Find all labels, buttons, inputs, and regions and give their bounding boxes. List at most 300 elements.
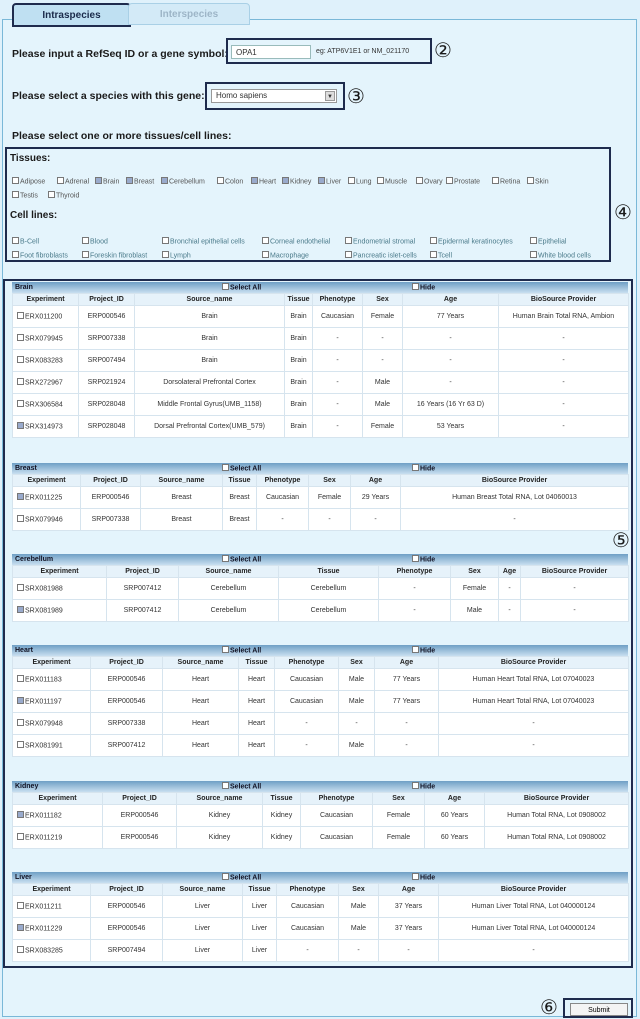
tissue-checkbox[interactable] — [416, 178, 443, 185]
table-cell: - — [339, 940, 379, 962]
cell-line-label: Epidermal keratinocytes — [438, 238, 513, 246]
checkbox-icon[interactable] — [282, 177, 289, 184]
table-cell: Male — [363, 372, 403, 394]
checkbox-icon[interactable] — [318, 177, 325, 184]
table-cell: Brain — [285, 372, 313, 394]
table-cell: SRP007338 — [81, 509, 141, 531]
species-label: Please select a species with this gene: — [12, 90, 205, 102]
select-all-label: Select All — [230, 284, 262, 292]
checkbox-icon[interactable] — [217, 177, 224, 184]
experiment-id: SRX079945 — [25, 335, 63, 343]
tab-interspecies[interactable]: Interspecies — [128, 3, 250, 25]
tissue-label: Adrenal — [65, 178, 90, 186]
select-all-checkbox[interactable] — [222, 647, 261, 654]
column-header: Age — [379, 884, 439, 896]
column-header: Phenotype — [277, 884, 339, 896]
table-cell: Brain — [285, 306, 313, 328]
checkbox-icon[interactable] — [95, 177, 102, 184]
column-header: Age — [425, 793, 485, 805]
table-cell: Brain — [135, 306, 285, 328]
checkbox-icon[interactable] — [530, 237, 537, 244]
select-all-label: Select All — [230, 556, 262, 564]
column-header: Tissue — [243, 884, 277, 896]
table-row — [13, 918, 629, 940]
table-cell: - — [313, 394, 363, 416]
column-header: Tissue — [285, 294, 313, 306]
table-cell: SRP007412 — [107, 578, 179, 600]
experiment-id: ERX011200 — [25, 313, 63, 321]
table-cell: Dorsal Prefrontal Cortex(UMB_579) — [135, 416, 285, 438]
experiment-id: ERX011219 — [25, 834, 63, 842]
tissue-checkbox[interactable] — [282, 178, 311, 185]
experiment-id: SRX079946 — [25, 516, 63, 524]
checkbox-icon[interactable] — [12, 191, 19, 198]
table-cell: - — [375, 735, 439, 757]
column-header: Phenotype — [301, 793, 373, 805]
checkbox-icon[interactable] — [412, 873, 419, 880]
table-cell — [13, 600, 107, 622]
experiment-id: ERX011182 — [25, 812, 62, 820]
table-cell: - — [403, 350, 499, 372]
checkbox-icon[interactable] — [17, 902, 24, 909]
checkbox-icon[interactable] — [12, 251, 19, 258]
table-cell: - — [313, 350, 363, 372]
chevron-down-icon[interactable]: ▼ — [325, 91, 335, 101]
checkbox-icon[interactable] — [17, 584, 24, 591]
table-cell: Heart — [163, 735, 239, 757]
cell-line-checkbox[interactable] — [430, 238, 513, 245]
table-cell: Heart — [239, 735, 275, 757]
table-row — [13, 487, 629, 509]
checkbox-icon[interactable] — [82, 237, 89, 244]
table-header-row — [13, 475, 629, 487]
column-header: Tissue — [239, 657, 275, 669]
table-cell — [13, 394, 79, 416]
table-cell — [13, 509, 81, 531]
table-cell: SRP007338 — [91, 713, 163, 735]
column-header: Source_name — [163, 884, 243, 896]
table-cell: - — [313, 372, 363, 394]
checkbox-icon[interactable] — [446, 177, 453, 184]
column-header: BioSource Provider — [439, 657, 629, 669]
checkbox-icon[interactable] — [17, 515, 24, 522]
experiment-id: SRX083285 — [25, 947, 63, 955]
checkbox-icon[interactable] — [251, 177, 258, 184]
checkbox-icon[interactable] — [345, 251, 352, 258]
checkbox-icon[interactable] — [17, 741, 24, 748]
table-cell: Liver — [163, 918, 243, 940]
table-cell: - — [277, 940, 339, 962]
section-heart — [12, 645, 628, 757]
select-all-label: Select All — [230, 465, 262, 473]
column-header: Age — [375, 657, 439, 669]
cell-line-checkbox[interactable] — [12, 238, 39, 245]
checkbox-icon[interactable] — [17, 400, 24, 407]
checkbox-icon[interactable] — [48, 191, 55, 198]
checkbox-icon[interactable] — [162, 237, 169, 244]
cell-line-checkbox[interactable] — [262, 238, 330, 245]
hide-label: Hide — [420, 465, 436, 473]
table-cell: Caucasian — [275, 691, 339, 713]
table-cell: Human Total RNA, Lot 0908002 — [485, 805, 629, 827]
checkbox-icon[interactable] — [222, 782, 229, 789]
section-kidney — [12, 781, 628, 849]
checkbox-icon[interactable] — [222, 555, 229, 562]
table-header-row — [13, 793, 629, 805]
cell-line-label: Endometrial stromal — [353, 238, 416, 246]
column-header: Source_name — [179, 566, 279, 578]
cell-line-checkbox[interactable] — [12, 252, 68, 259]
table-cell — [13, 691, 91, 713]
experiment-id: SRX081988 — [25, 585, 63, 593]
tissue-checkbox[interactable] — [492, 178, 520, 185]
table-cell: 37 Years — [379, 896, 439, 918]
column-header: Phenotype — [257, 475, 309, 487]
column-header: Source_name — [177, 793, 263, 805]
tissue-checkbox[interactable] — [348, 178, 372, 185]
table-cell: ERP000546 — [103, 805, 177, 827]
table-cell — [13, 940, 91, 962]
table-cell: 77 Years — [375, 669, 439, 691]
results-table — [12, 565, 629, 622]
table-row — [13, 691, 629, 713]
table-cell: 16 Years (16 Yr 63 D) — [403, 394, 499, 416]
table-cell: - — [499, 416, 629, 438]
tissue-label: Cerebellum — [169, 178, 205, 186]
hide-checkbox[interactable] — [412, 556, 435, 563]
table-cell: Caucasian — [275, 669, 339, 691]
checkbox-icon[interactable] — [262, 237, 269, 244]
table-cell: 60 Years — [425, 805, 485, 827]
tissues-title: Tissues: — [10, 153, 51, 164]
tissue-checkbox[interactable] — [95, 178, 119, 185]
checkbox-icon[interactable] — [345, 237, 352, 244]
table-cell: Brain — [285, 416, 313, 438]
column-header: Experiment — [13, 294, 79, 306]
cell-line-checkbox[interactable] — [82, 252, 147, 259]
table-cell: Caucasian — [277, 896, 339, 918]
table-cell: Caucasian — [277, 918, 339, 940]
column-header: Sex — [373, 793, 425, 805]
section-title: Heart — [15, 647, 33, 654]
checkbox-icon[interactable] — [17, 946, 24, 953]
experiment-id: SRX083283 — [25, 357, 63, 365]
checkbox-icon[interactable] — [412, 646, 419, 653]
cell-line-label: Foot fibroblasts — [20, 252, 68, 260]
table-cell: Male — [339, 896, 379, 918]
checkbox-icon[interactable] — [17, 422, 24, 429]
table-cell: Breast — [223, 509, 257, 531]
tissue-label: Breast — [134, 178, 155, 186]
select-all-label: Select All — [230, 874, 262, 882]
hide-checkbox[interactable] — [412, 465, 435, 472]
checkbox-icon[interactable] — [17, 378, 24, 385]
table-cell: - — [403, 372, 499, 394]
table-row — [13, 509, 629, 531]
table-cell: Breast — [141, 487, 223, 509]
cell-line-checkbox[interactable] — [162, 252, 191, 259]
table-cell: Middle Frontal Gyrus(UMB_1158) — [135, 394, 285, 416]
table-cell — [13, 896, 91, 918]
gene-label: Please input a RefSeq ID or a gene symbol: — [12, 48, 228, 60]
table-cell: Male — [451, 600, 499, 622]
tissue-checkbox[interactable] — [446, 178, 480, 185]
table-cell — [13, 713, 91, 735]
table-cell: - — [499, 350, 629, 372]
table-cell: Human Liver Total RNA, Lot 040000124 — [439, 896, 629, 918]
tissue-checkbox[interactable] — [217, 178, 243, 185]
section-breast — [12, 463, 628, 531]
checkbox-icon[interactable] — [17, 675, 24, 682]
cell-line-checkbox[interactable] — [345, 252, 417, 259]
column-header: Tissue — [279, 566, 379, 578]
table-cell: ERP000546 — [81, 487, 141, 509]
submit-button[interactable]: Submit — [570, 1003, 628, 1016]
cell-lines-title: Cell lines: — [10, 210, 58, 221]
checkbox-icon[interactable] — [222, 873, 229, 880]
checkbox-icon[interactable] — [17, 924, 24, 931]
table-cell: ERP000546 — [103, 827, 177, 849]
column-header: Source_name — [135, 294, 285, 306]
table-cell: Brain — [285, 394, 313, 416]
experiment-id: SRX079948 — [25, 720, 63, 728]
table-cell: ERP000546 — [79, 306, 135, 328]
table-cell: - — [363, 350, 403, 372]
cell-line-checkbox[interactable] — [530, 238, 566, 245]
column-header: Phenotype — [313, 294, 363, 306]
column-header: Project_ID — [103, 793, 177, 805]
column-header: Source_name — [163, 657, 239, 669]
table-header-row — [13, 657, 629, 669]
gene-input[interactable]: OPA1 — [231, 45, 311, 59]
table-cell: Female — [451, 578, 499, 600]
checkbox-icon[interactable] — [17, 697, 24, 704]
column-header: BioSource Provider — [439, 884, 629, 896]
checkbox-icon[interactable] — [17, 312, 24, 319]
checkbox-icon[interactable] — [57, 177, 64, 184]
tab-intraspecies[interactable]: Intraspecies — [12, 3, 131, 27]
table-cell: Heart — [239, 691, 275, 713]
table-cell — [13, 827, 103, 849]
checkbox-icon[interactable] — [17, 833, 24, 840]
column-header: Project_ID — [107, 566, 179, 578]
checkbox-icon[interactable] — [12, 177, 19, 184]
checkbox-icon[interactable] — [12, 237, 19, 244]
table-cell: Male — [363, 394, 403, 416]
column-header: Sex — [451, 566, 499, 578]
table-cell: - — [439, 735, 629, 757]
hide-label: Hide — [420, 284, 436, 292]
table-cell: Caucasian — [257, 487, 309, 509]
species-select[interactable] — [211, 89, 337, 103]
checkbox-icon[interactable] — [162, 251, 169, 258]
checkbox-icon[interactable] — [17, 356, 24, 363]
tissue-label: Liver — [326, 178, 342, 186]
table-cell: - — [499, 372, 629, 394]
checkbox-icon[interactable] — [430, 251, 437, 258]
table-cell: Heart — [163, 713, 239, 735]
table-cell: - — [313, 328, 363, 350]
section-brain — [12, 282, 628, 438]
species-value: Homo sapiens — [216, 91, 268, 100]
cell-line-checkbox[interactable] — [345, 238, 415, 245]
table-cell: Brain — [285, 328, 313, 350]
tissue-checkbox[interactable] — [161, 178, 205, 185]
table-cell: 77 Years — [403, 306, 499, 328]
experiment-id: SRX314973 — [25, 423, 63, 431]
results-table — [12, 474, 629, 531]
table-cell — [13, 669, 91, 691]
column-header: Age — [403, 294, 499, 306]
checkbox-icon[interactable] — [527, 177, 534, 184]
column-header: Phenotype — [275, 657, 339, 669]
table-cell: SRP028048 — [79, 416, 135, 438]
table-row — [13, 896, 629, 918]
experiment-id: ERX011211 — [25, 903, 62, 911]
hide-checkbox[interactable] — [412, 647, 435, 654]
cell-line-checkbox[interactable] — [162, 238, 245, 245]
table-cell: SRP007412 — [107, 600, 179, 622]
table-row — [13, 328, 629, 350]
experiment-id: ERX011225 — [25, 494, 63, 502]
table-cell: ERP000546 — [91, 669, 163, 691]
table-cell: SRP028048 — [79, 394, 135, 416]
cell-line-label: B-Cell — [20, 238, 40, 246]
section-title: Brain — [15, 284, 33, 291]
checkbox-icon[interactable] — [377, 177, 384, 184]
table-header-row — [13, 566, 629, 578]
table-cell: Heart — [163, 669, 239, 691]
table-cell: Brain — [135, 350, 285, 372]
cell-line-checkbox[interactable] — [530, 252, 591, 259]
section-header — [12, 554, 628, 565]
tissue-label: Ovary — [424, 178, 443, 186]
checkbox-icon[interactable] — [262, 251, 269, 258]
table-cell: SRP007494 — [79, 350, 135, 372]
table-cell: Kidney — [263, 827, 301, 849]
table-cell: SRP007494 — [91, 940, 163, 962]
table-cell: 60 Years — [425, 827, 485, 849]
experiment-id: SRX081991 — [25, 742, 63, 750]
hide-checkbox[interactable] — [412, 783, 435, 790]
tissue-checkbox[interactable] — [48, 192, 79, 199]
table-cell: - — [379, 600, 451, 622]
table-cell: Kidney — [177, 805, 263, 827]
table-row — [13, 416, 629, 438]
column-header: Project_ID — [91, 657, 163, 669]
table-cell: Cerebellum — [279, 600, 379, 622]
column-header: Experiment — [13, 657, 91, 669]
checkbox-icon[interactable] — [416, 177, 423, 184]
tissue-label: Muscle — [385, 178, 408, 186]
column-header: Experiment — [13, 884, 91, 896]
table-row — [13, 394, 629, 416]
table-cell — [13, 735, 91, 757]
checkbox-icon[interactable] — [412, 782, 419, 789]
section-cerebellum — [12, 554, 628, 622]
table-cell: - — [499, 394, 629, 416]
select-all-checkbox[interactable] — [222, 465, 261, 472]
cell-line-checkbox[interactable] — [262, 252, 309, 259]
table-row — [13, 940, 629, 962]
cell-line-label: Bronchial epithelial cells — [170, 238, 245, 246]
table-cell: Dorsolateral Prefrontal Cortex — [135, 372, 285, 394]
table-header-row — [13, 884, 629, 896]
select-all-checkbox[interactable] — [222, 284, 261, 291]
checkbox-icon[interactable] — [492, 177, 499, 184]
table-row — [13, 805, 629, 827]
checkbox-icon[interactable] — [17, 719, 24, 726]
section-liver — [12, 872, 628, 962]
checkbox-icon[interactable] — [17, 606, 24, 613]
tissue-prompt: Please select one or more tissues/cell lines: — [12, 130, 232, 142]
table-cell: SRP021924 — [79, 372, 135, 394]
checkbox-icon[interactable] — [126, 177, 133, 184]
checkbox-icon[interactable] — [17, 811, 24, 818]
checkbox-icon[interactable] — [161, 177, 168, 184]
table-cell: - — [275, 713, 339, 735]
checkbox-icon[interactable] — [17, 334, 24, 341]
checkbox-icon[interactable] — [17, 493, 24, 500]
tissue-checkbox[interactable] — [12, 192, 38, 199]
experiment-id: SRX306584 — [25, 401, 63, 409]
table-row — [13, 827, 629, 849]
tissue-label: Adipose — [20, 178, 46, 186]
hide-checkbox[interactable] — [412, 874, 435, 881]
select-all-checkbox[interactable] — [222, 874, 261, 881]
tissue-checkbox[interactable] — [318, 178, 341, 185]
checkbox-icon[interactable] — [222, 464, 229, 471]
checkbox-icon[interactable] — [430, 237, 437, 244]
checkbox-icon[interactable] — [412, 283, 419, 290]
cell-line-checkbox[interactable] — [430, 252, 452, 259]
column-header: Phenotype — [379, 566, 451, 578]
table-cell: Human Liver Total RNA, Lot 040000124 — [439, 918, 629, 940]
checkbox-icon[interactable] — [530, 251, 537, 258]
column-header: Sex — [309, 475, 351, 487]
tissue-checkbox[interactable] — [251, 178, 276, 185]
tissue-checkbox[interactable] — [377, 178, 407, 185]
table-cell: Breast — [223, 487, 257, 509]
table-row — [13, 578, 629, 600]
checkbox-icon[interactable] — [222, 283, 229, 290]
tissue-label: Skin — [535, 178, 549, 186]
table-cell: Male — [339, 918, 379, 940]
marker-2: ② — [434, 38, 452, 62]
column-header: BioSource Provider — [499, 294, 629, 306]
checkbox-icon[interactable] — [412, 555, 419, 562]
tissue-checkbox[interactable] — [12, 178, 45, 185]
checkbox-icon[interactable] — [82, 251, 89, 258]
checkbox-icon[interactable] — [412, 464, 419, 471]
select-all-checkbox[interactable] — [222, 783, 261, 790]
table-cell: ERP000546 — [91, 691, 163, 713]
table-cell: Human Heart Total RNA, Lot 07040023 — [439, 669, 629, 691]
section-header — [12, 463, 628, 474]
tissue-checkbox[interactable] — [126, 178, 154, 185]
cell-line-checkbox[interactable] — [82, 238, 108, 245]
table-cell — [13, 918, 91, 940]
checkbox-icon[interactable] — [222, 646, 229, 653]
select-all-label: Select All — [230, 783, 262, 791]
tissue-checkbox[interactable] — [57, 178, 89, 185]
checkbox-icon[interactable] — [348, 177, 355, 184]
select-all-checkbox[interactable] — [222, 556, 261, 563]
tissue-checkbox[interactable] — [527, 178, 549, 185]
hide-checkbox[interactable] — [412, 284, 435, 291]
experiment-id: SRX272967 — [25, 379, 63, 387]
table-cell: SRP007338 — [79, 328, 135, 350]
